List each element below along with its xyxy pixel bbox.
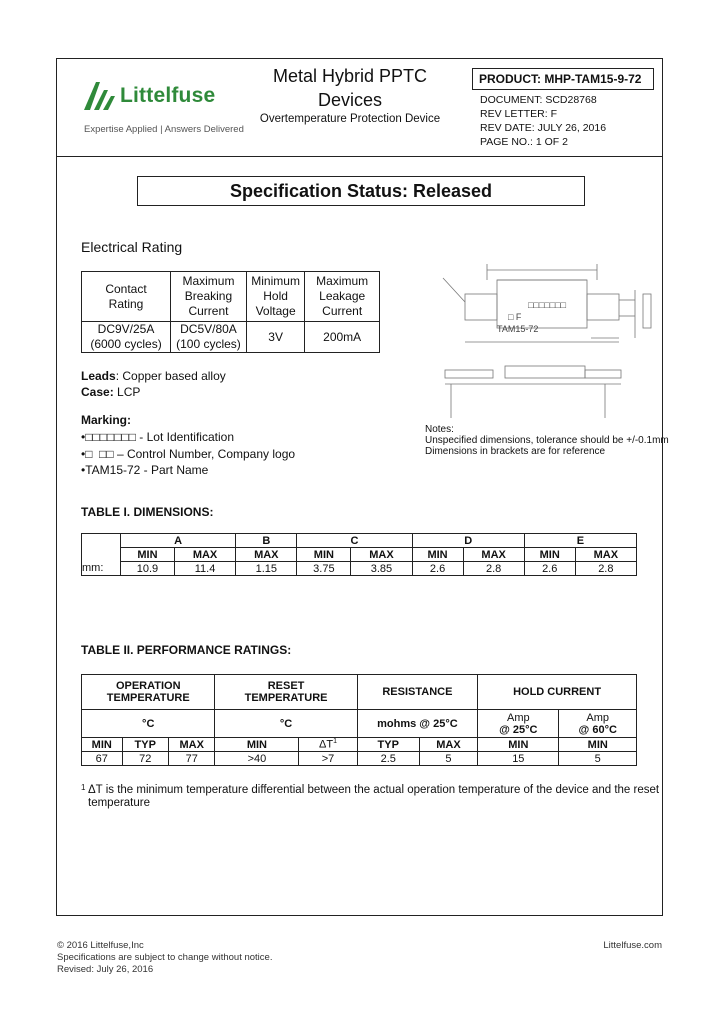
doc-subtitle: Overtemperature Protection Device	[259, 113, 441, 125]
doc-title-line2: Devices	[317, 90, 383, 110]
page-number: PAGE NO.: 1 OF 2	[480, 136, 568, 148]
dim-group-d: D	[412, 534, 524, 548]
footnote-line1: ΔT is the minimum temperature differential between the actual operation temperature of the device and the reset	[88, 784, 660, 796]
dim-sub-header: MAX	[575, 548, 636, 562]
val-hold-voltage: 3V	[246, 322, 304, 353]
unit-amp-60: Amp @ 60°C	[559, 710, 637, 738]
dim-group-b: B	[236, 534, 297, 548]
marking-item-lot: •□□□□□□□ - Lot Identification	[81, 430, 234, 444]
dim-sub-header: MIN	[297, 548, 351, 562]
dim-sub-header: MIN	[121, 548, 175, 562]
dim-sub-header: MAX	[351, 548, 412, 562]
leads-line	[81, 368, 226, 384]
performance-heading: TABLE II. PERFORMANCE RATINGS:	[81, 643, 292, 657]
tagline-right: Answers Delivered	[164, 124, 244, 135]
unit-op-temp: °C	[82, 710, 215, 738]
logo-tagline	[84, 124, 244, 135]
hdr-reset-temp: RESET TEMPERATURE	[215, 675, 357, 710]
unit-resistance: mohms @ 25°C	[357, 710, 477, 738]
logo-wordmark: Littelfuse	[120, 84, 216, 107]
perf-value: 15	[478, 752, 559, 766]
hdr-min-hold-voltage: Minimum Hold Voltage	[246, 272, 304, 322]
drawing-lot-marks: □□□□□□□	[528, 300, 567, 310]
note-brackets: Dimensions in brackets are for reference	[425, 446, 606, 457]
val-leakage: 200mA	[305, 322, 380, 353]
dim-group-e: E	[524, 534, 636, 548]
hdr-max-leakage: Maximum Leakage Current	[305, 272, 380, 322]
case-value: LCP	[113, 385, 141, 399]
col-label: MIN	[478, 738, 559, 752]
footer-copyright: © 2016 Littelfuse,Inc	[57, 940, 144, 951]
rev-date: REV DATE: JULY 26, 2016	[480, 122, 607, 134]
footnote-line2: temperature	[88, 797, 151, 809]
header-divider	[56, 156, 663, 157]
note-tolerance: Unspecified dimensions, tolerance should be +/-0.1mm	[425, 435, 669, 446]
col-label-delta-t: $\Delta T^1$	[299, 738, 357, 752]
product-box: PRODUCT: MHP-TAM15-9-72	[472, 68, 654, 90]
dimension-drawing	[425, 250, 661, 422]
dim-sub-header: MAX	[236, 548, 297, 562]
perf-value: 77	[168, 752, 215, 766]
dim-sub-header: MAX	[463, 548, 524, 562]
leads-value: : Copper based alloy	[115, 369, 226, 383]
dim-value: 2.8	[463, 562, 524, 576]
case-label: Case:	[81, 385, 114, 399]
footer-website[interactable]: Littelfuse.com	[603, 940, 662, 951]
marking-item-control: •□ □□ – Control Number, Company logo	[81, 447, 296, 461]
doc-number: DOCUMENT: SCD28768	[480, 94, 597, 106]
footer-revised: Revised: July 26, 2016	[57, 964, 154, 975]
unit-reset-temp: °C	[215, 710, 357, 738]
perf-value: 72	[122, 752, 168, 766]
tagline-separator: |	[160, 124, 163, 135]
dim-group-a: A	[121, 534, 236, 548]
hdr-max-breaking: Maximum Breaking Current	[171, 272, 247, 322]
spec-status: Specification Status: Released	[137, 176, 585, 206]
col-label: MAX	[168, 738, 215, 752]
val-max-breaking: DC5V/80A (100 cycles)	[171, 322, 247, 353]
dim-group-c: C	[297, 534, 412, 548]
col-label: MIN	[215, 738, 299, 752]
dim-value: 2.6	[524, 562, 575, 576]
dim-value: 2.8	[575, 562, 636, 576]
dim-sub-header: MIN	[412, 548, 463, 562]
col-label: MIN	[82, 738, 123, 752]
dim-value: 10.9	[121, 562, 175, 576]
val-contact-rating: DC9V/25A (6000 cycles)	[82, 322, 171, 353]
case-line	[81, 384, 140, 400]
col-label: MAX	[419, 738, 477, 752]
dim-value: 3.85	[351, 562, 412, 576]
col-label: TYP	[357, 738, 419, 752]
dimensions-table	[81, 533, 637, 576]
perf-value: >40	[215, 752, 299, 766]
hdr-operation-temp: OPERATION TEMPERATURE	[82, 675, 215, 710]
dim-sub-header: MAX	[174, 548, 235, 562]
perf-value: 5	[419, 752, 477, 766]
drawing-part-name: TAM15-72	[497, 324, 539, 334]
notes-title: Notes:	[425, 424, 454, 435]
dim-value: 1.15	[236, 562, 297, 576]
hdr-contact-rating: Contact Rating	[82, 272, 171, 322]
littelfuse-logo-icon	[82, 80, 116, 112]
dim-value: 11.4	[174, 562, 235, 576]
hdr-resistance: RESISTANCE	[357, 675, 477, 710]
dim-corner	[82, 534, 121, 562]
doc-title-line1: Metal Hybrid PPTC	[272, 66, 428, 86]
leads-label: Leads	[81, 369, 116, 383]
perf-value: 5	[559, 752, 637, 766]
dim-value: 3.75	[297, 562, 351, 576]
dim-sub-header: MIN	[524, 548, 575, 562]
rev-letter: REV LETTER: F	[480, 108, 558, 120]
hdr-hold-current: HOLD CURRENT	[478, 675, 637, 710]
dimensions-heading: TABLE I. DIMENSIONS:	[81, 505, 214, 519]
doc-meta	[480, 93, 606, 149]
marking-item-part: •TAM15-72 - Part Name	[81, 463, 209, 477]
footer-notice: Specifications are subject to change without notice.	[57, 952, 273, 963]
drawing-control-mark: □ F	[508, 312, 522, 322]
electrical-rating-table	[81, 271, 380, 353]
performance-table	[81, 674, 637, 766]
unit-amp-25: Amp @ 25°C	[478, 710, 559, 738]
dim-unit: mm:	[82, 562, 121, 576]
perf-value: 67	[82, 752, 123, 766]
col-label: MIN	[559, 738, 637, 752]
footnote-mark: 1	[81, 783, 86, 792]
dim-value: 2.6	[412, 562, 463, 576]
perf-value: >7	[299, 752, 357, 766]
tagline-left: Expertise Applied	[84, 124, 158, 135]
electrical-rating-heading: Electrical Rating	[81, 239, 183, 255]
col-label: TYP	[122, 738, 168, 752]
marking-heading: Marking:	[81, 413, 132, 427]
perf-value: 2.5	[357, 752, 419, 766]
